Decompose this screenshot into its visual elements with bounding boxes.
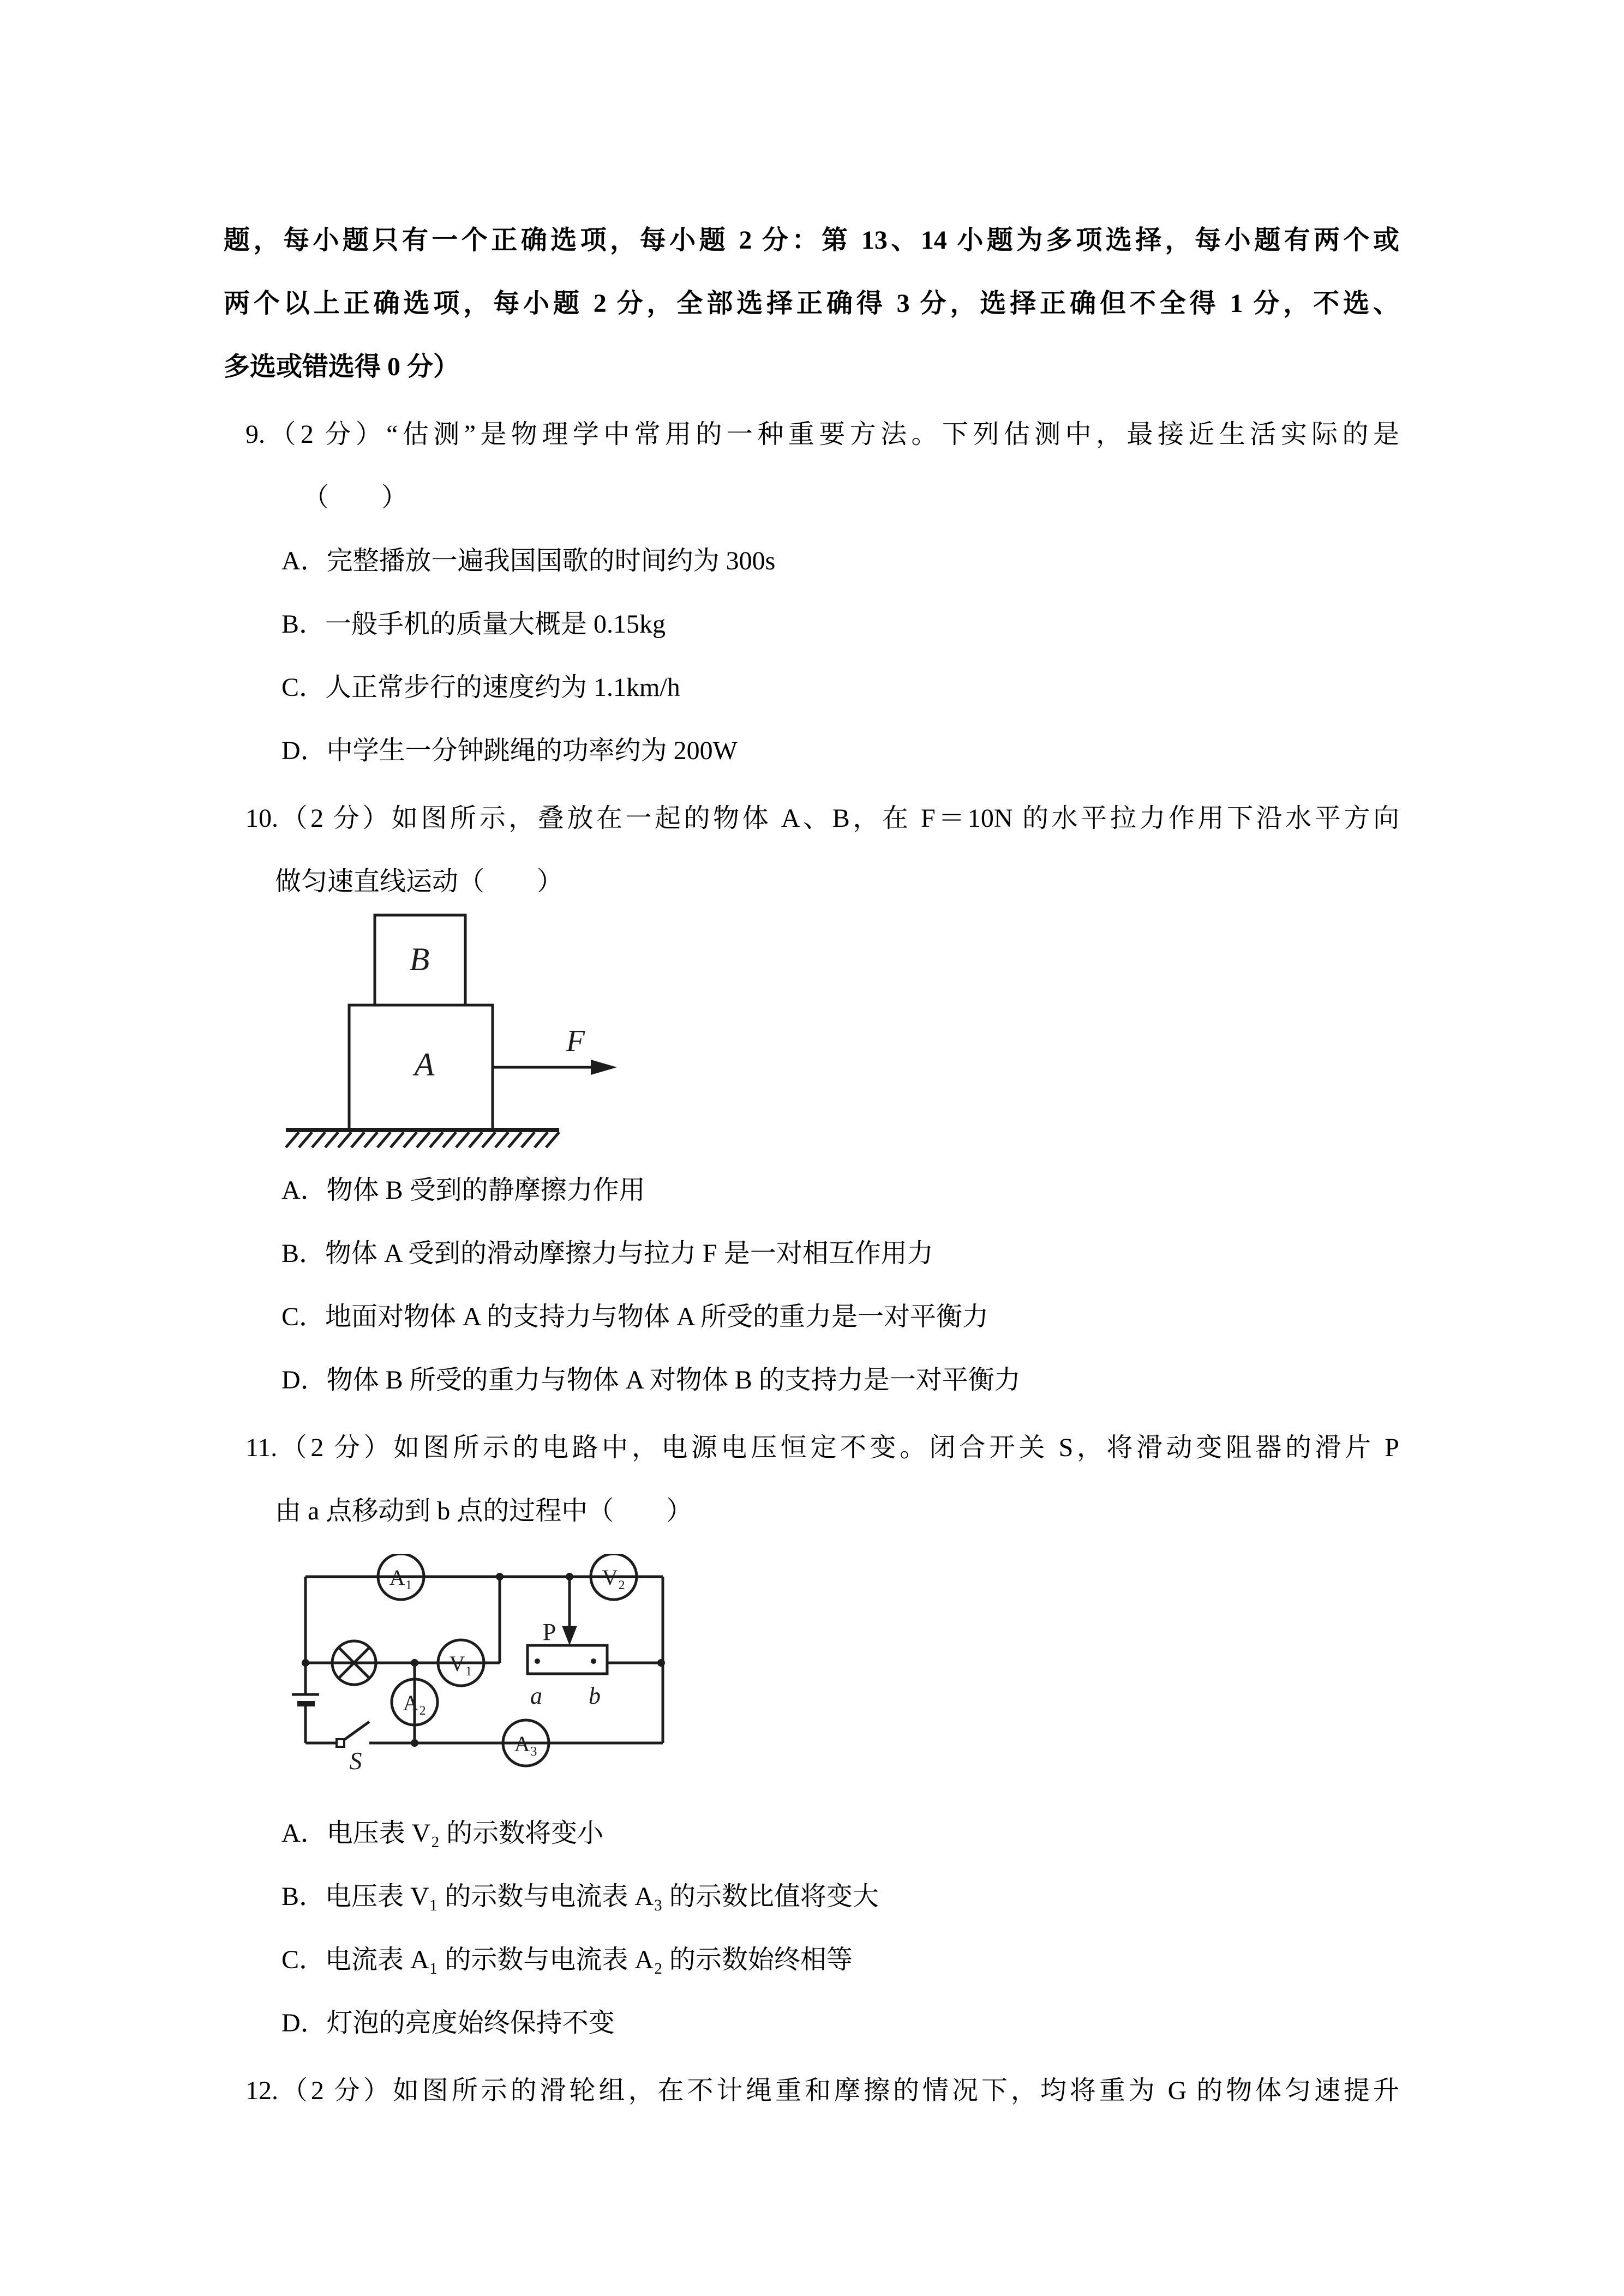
ammeter2-label: A₂ bbox=[403, 1691, 427, 1715]
q12-stem-line1: 12.（2 分）如图所示的滑轮组，在不计绳重和摩擦的情况下，均将重为 G 的物体匀速提升 bbox=[245, 2076, 1399, 2105]
circuit-diagram bbox=[289, 1554, 671, 1772]
ammeter1-label: A₁ bbox=[389, 1565, 413, 1590]
intro-line-3: 多选或错选得 0 分） bbox=[224, 352, 460, 381]
voltmeter1-label: V₁ bbox=[449, 1651, 473, 1676]
q9-option-d: D．中学生一分钟跳绳的功率约为 200W bbox=[281, 736, 738, 765]
figure-circuit bbox=[289, 1554, 671, 1772]
q10-option-b: B．物体 A 受到的滑动摩擦力与拉力 F 是一对相互作用力 bbox=[281, 1239, 933, 1268]
voltmeter2-label: V₂ bbox=[602, 1565, 626, 1590]
q9-stem: 9.（2 分）“估测”是物理学中常用的一种重要方法。下列估测中，最接近生活实际的是 bbox=[245, 420, 1399, 449]
q10-stem-line1: 10.（2 分）如图所示，叠放在一起的物体 A、B，在 F＝10N 的水平拉力作用下沿水平方向 bbox=[245, 804, 1399, 833]
force-arrowhead-icon bbox=[591, 1060, 617, 1075]
block-b-label: B bbox=[409, 941, 430, 977]
q9-option-c: C．人正常步行的速度约为 1.1km/h bbox=[281, 673, 680, 702]
q10-option-d: D．物体 B 所受的重力与物体 A 对物体 B 的支持力是一对平衡力 bbox=[281, 1366, 1021, 1395]
q11-stem-line1: 11.（2 分）如图所示的电路中，电源电压恒定不变。闭合开关 S，将滑动变阻器的滑片 P bbox=[245, 1433, 1399, 1462]
ammeter3-label: A₃ bbox=[514, 1732, 538, 1756]
question-10 bbox=[224, 787, 1399, 1412]
q11-option-c: C．电流表 A₁ 的示数与电流表 A₂ 的示数始终相等 bbox=[281, 1945, 853, 1974]
q10-stem-line2: 做匀速直线运动（ ） bbox=[275, 867, 564, 896]
terminal-b-label: b bbox=[589, 1682, 601, 1709]
q9-option-b: B．一般手机的质量大概是 0.15kg bbox=[281, 610, 666, 639]
block-a-label: A bbox=[414, 1047, 435, 1083]
ground-hatch-icon bbox=[286, 1132, 559, 1147]
q9-option-a: A．完整播放一遍我国国歌的时间约为 300s bbox=[281, 546, 776, 575]
switch-icon bbox=[337, 1722, 369, 1747]
question-12 bbox=[224, 2059, 1399, 2123]
intro-line-2: 两个以上正确选项，每小题 2 分，全部选择正确得 3 分，选择正确但不全得 1 分，不选、 bbox=[224, 289, 1399, 318]
q10-option-c: C．地面对物体 A 的支持力与物体 A 所受的重力是一对平衡力 bbox=[281, 1302, 989, 1331]
question-9 bbox=[224, 403, 1399, 783]
slider-arrow-icon bbox=[562, 1626, 577, 1645]
intro-line-1: 题，每小题只有一个正确选项，每小题 2 分：第 13、14 小题为多项选择，每小题有两个或 bbox=[224, 226, 1399, 255]
terminal-a-label: a bbox=[530, 1682, 542, 1709]
exam-page bbox=[224, 0, 1399, 2123]
figure-stacked-blocks bbox=[284, 913, 622, 1148]
rheostat-icon bbox=[528, 1645, 607, 1674]
force-label: F bbox=[566, 1024, 585, 1058]
q10-option-a: A．物体 B 受到的静摩擦力作用 bbox=[281, 1176, 645, 1205]
q11-option-b: B．电压表 V₁ 的示数与电流表 A₃ 的示数比值将变大 bbox=[281, 1882, 879, 1911]
slider-label: P bbox=[542, 1619, 556, 1645]
switch-label: S bbox=[349, 1747, 362, 1772]
q11-option-d: D．灯泡的亮度始终保持不变 bbox=[281, 2009, 615, 2037]
q11-stem-line2: 由 a 点移动到 b 点的过程中（ ） bbox=[275, 1496, 693, 1525]
q11-option-a: A．电压表 V₂ 的示数将变小 bbox=[281, 1819, 604, 1848]
stacked-blocks-diagram bbox=[284, 913, 622, 1148]
question-11 bbox=[224, 1416, 1399, 2055]
q9-answer-blank: （ ） bbox=[303, 483, 408, 512]
battery-icon bbox=[292, 1694, 319, 1704]
